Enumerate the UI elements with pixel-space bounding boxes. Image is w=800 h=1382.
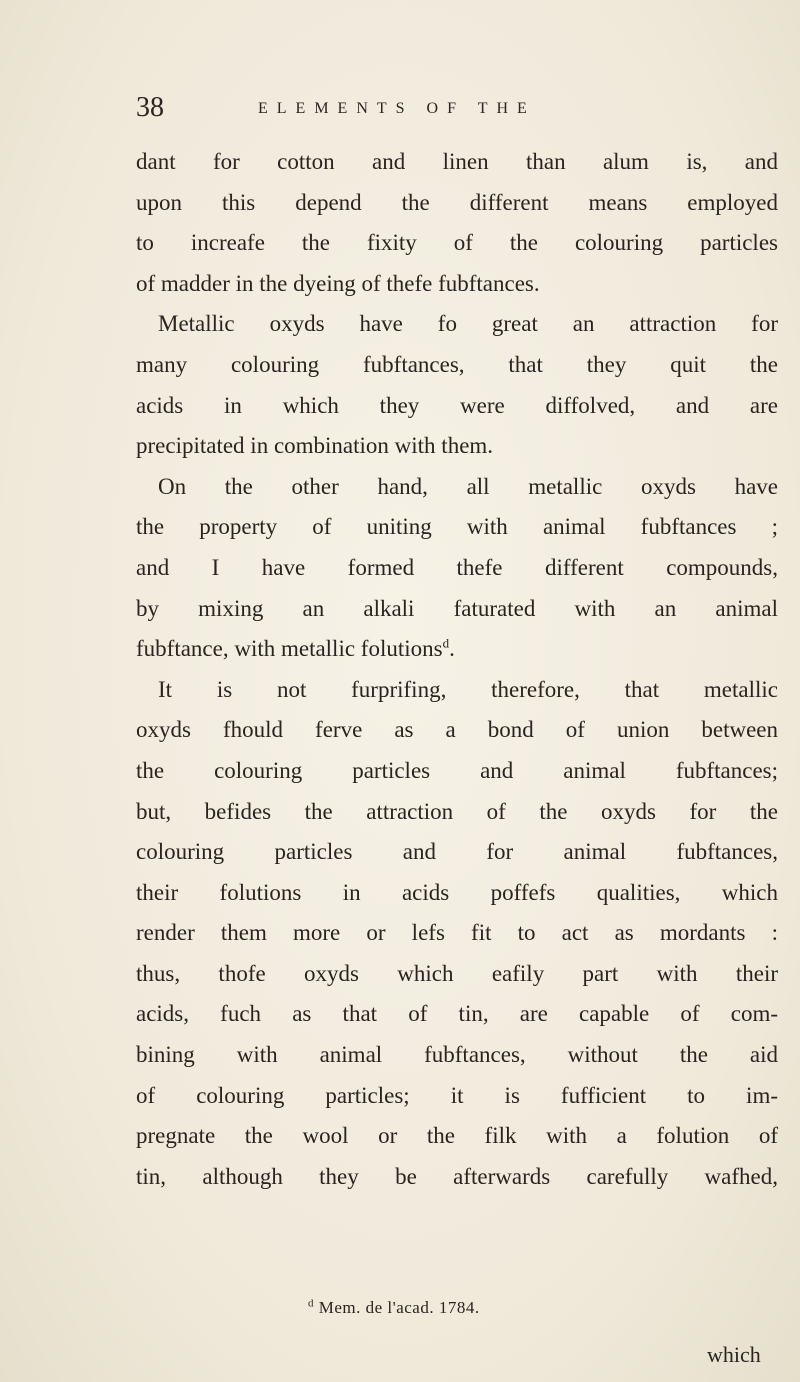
text-line: the property of uniting with animal fubftances ;	[136, 514, 778, 540]
footnote-text: Mem. de l'acad. 1784.	[318, 1298, 480, 1317]
text-line: pregnate the wool or the filk with a folution of	[136, 1123, 778, 1149]
text-line: tin, although they be afterwards carefully wafhed,	[136, 1163, 778, 1189]
text-line: On the other hand, all metallic oxyds have	[158, 473, 778, 499]
footnote-marker: d	[442, 635, 450, 651]
text-line: but, befides the attraction of the oxyds for the	[136, 798, 778, 824]
text-line: thus, thofe oxyds which eafily part with their	[136, 960, 778, 986]
page-header	[136, 92, 776, 132]
text-line: their folutions in acids poffefs qualities, which	[136, 879, 778, 905]
text-line: Metallic oxyds have fo great an attraction for	[158, 311, 778, 337]
text-line: It is not furprifing, therefore, that metallic	[158, 676, 778, 702]
body-text	[136, 142, 778, 1197]
text-line: bining with animal fubftances, without the aid	[136, 1042, 778, 1068]
text-line: oxyds fhould ferve as a bond of union between	[136, 717, 778, 743]
text-line: of madder in the dyeing of thefe fubftances.	[136, 270, 540, 296]
text-line: precipitated in combination with them.	[136, 433, 494, 459]
text-line: colouring particles and for animal fubftances,	[136, 839, 778, 865]
text-line: and I have formed thefe different compounds,	[136, 554, 778, 580]
text-line: acids, fuch as that of tin, are capable of com-	[136, 1001, 778, 1027]
text-line: upon this depend the different means employed	[136, 189, 778, 215]
text-line: the colouring particles and animal fubftances;	[136, 757, 778, 783]
text-line: dant for cotton and linen than alum is, and	[136, 149, 778, 174]
footnote-marker: d	[308, 1297, 314, 1310]
running-title: ELEMENTS OF THE	[258, 100, 536, 117]
text-line: many colouring fubftances, that they quit the	[136, 351, 778, 377]
text-line: fubftance, with metallic folutions$^d$.	[136, 635, 455, 662]
text-line: of colouring particles; it is fufficient to im-	[136, 1082, 778, 1108]
page-number: 38	[136, 92, 164, 123]
text-line: by mixing an alkali faturated with an animal	[136, 595, 778, 621]
catchword: which	[707, 1342, 761, 1367]
text-line: to increafe the fixity of the colouring particles	[136, 230, 778, 256]
text-line: acids in which they were diffolved, and are	[136, 392, 778, 418]
footnote	[308, 1298, 480, 1318]
text-line: render them more or lefs fit to act as mordants :	[136, 920, 778, 946]
